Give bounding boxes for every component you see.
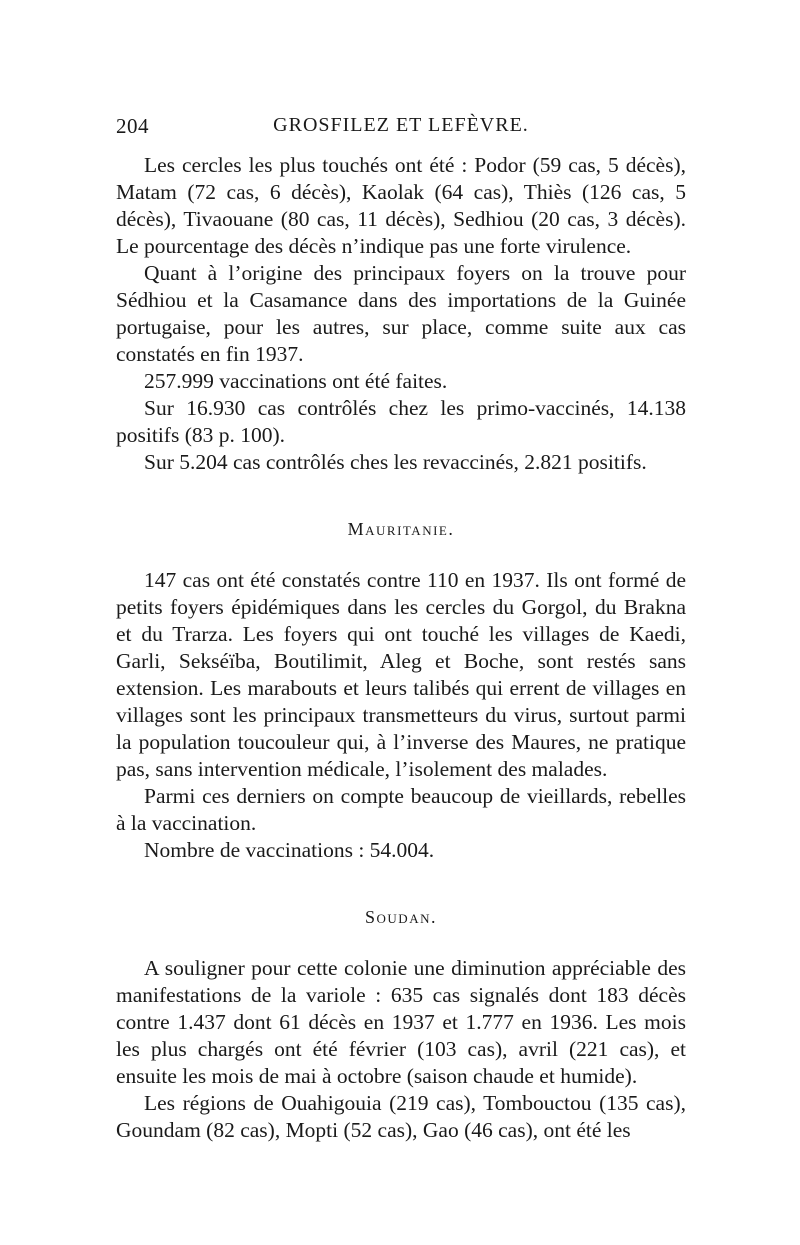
running-title: GROSFILEZ ET LEFÈVRE. <box>273 114 529 136</box>
paragraph: Les régions de Ouahigouia (219 cas), Tombouctou (135 cas), Goundam (82 cas), Mopti (52 cas), Gao (46 cas), ont été les <box>116 1091 686 1142</box>
page-header <box>116 114 686 144</box>
page-number: 204 <box>116 114 149 138</box>
paragraph: Sur 5.204 cas contrôlés ches les revaccinés, 2.821 positifs. <box>144 450 647 474</box>
body-text <box>116 152 686 1144</box>
paragraph: Quant à l’origine des principaux foyers on la trouve pour Sédhiou et la Casamance dans des importations de la Guinée portugaise, pour les autres, sur place, comme suite aux cas constatés en fin 1937. <box>116 261 686 366</box>
paragraph: Nombre de vaccinations : 54.004. <box>144 838 435 862</box>
paragraph: 257.999 vaccinations ont été faites. <box>144 369 448 393</box>
paragraph: Parmi ces derniers on compte beaucoup de vieillards, rebelles à la vaccination. <box>116 784 686 835</box>
paragraph: A souligner pour cette colonie une diminution appréciable des manifestations de la variole : 635 cas signalés dont 183 décès contre 1.437 dont 61 décès en 1937 et 1.777 en 1936. Les mois les plus chargés ont été février (103 cas), avril (221 cas), et ensuite les mois de mai à octobre (saison chaude et humide). <box>116 956 686 1088</box>
paragraph: Sur 16.930 cas contrôlés chez les primo-vaccinés, 14.138 positifs (83 p. 100). <box>116 396 686 447</box>
section-title-mauritanie: Mauritanie. <box>347 519 455 539</box>
section-title-soudan: Soudan. <box>365 907 437 927</box>
paragraph: Les cercles les plus touchés ont été : Podor (59 cas, 5 décès), Matam (72 cas, 6 décès), Kaolak (64 cas), Thiès (126 cas, 5 décès), Tivaouane (80 cas, 11 décès), Sedhiou (20 cas, 3 décès). Le pourcentage des décès n’indique pas une forte virulence. <box>116 153 686 258</box>
paragraph: 147 cas ont été constatés contre 110 en 1937. Ils ont formé de petits foyers épidémiques dans les cercles du Gorgol, du Brakna et du Trarza. Les foyers qui ont touché les villages de Kaedi, Garli, Sekséïba, Boutilimit, Aleg et Boche, sont restés sans extension. Les marabouts et leurs talibés qui errent de villages en villages sont les principaux transmetteurs du virus, surtout parmi la population toucouleur qui, à l’inverse des Maures, ne pratique pas, sans intervention médicale, l’isolement des malades. <box>116 568 686 781</box>
